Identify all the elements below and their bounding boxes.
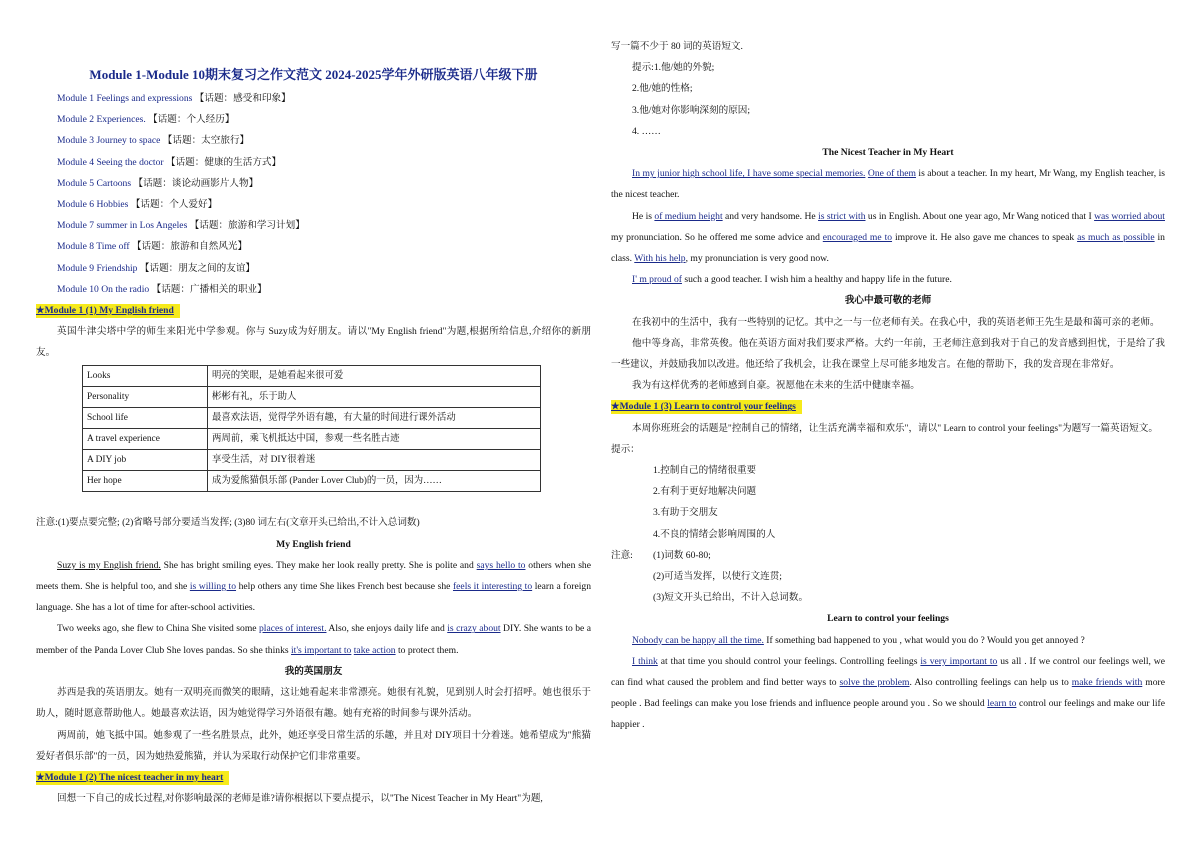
left-column <box>36 0 591 809</box>
translation-paragraph: 我为有这样优秀的老师感到自豪。祝愿他在未来的生活中健康幸福。 <box>632 380 920 392</box>
translation-title: 我心中最可敬的老师 <box>844 295 932 307</box>
toc-item: Module 9 Friendship 【话题：朋友之间的友谊】 <box>57 262 256 274</box>
list-item: (2)可适当发挥，以使行文连贯; <box>653 571 782 583</box>
list-item: 提示:1.他/她的外貌; <box>632 62 715 74</box>
translation-paragraph: 苏西是我的英语朋友。她有一双明亮而微笑的眼睛，这让她看起来非常漂亮。她很有礼貌，见到别人时会打招呼。她也很乐于助人，随时愿意帮助他人。她最喜欢法语，因为她觉得学习外语很有趣。她有充裕的时间参与课外活动。 <box>36 687 591 720</box>
translation-paragraph: 他中等身高，非常英俊。他在英语方面对我们要求严格。大约一年前，王老师注意到我对于自己的发音感到担忧，于是给了我一些建议，并鼓励我加以改进。他还给了我机会，让我在课堂上尽可能多地发言。在他的帮助下，我的发音现在非常好。 <box>611 337 1165 371</box>
list-item: 3.有助于交朋友 <box>653 507 718 519</box>
essay-title: My English friend <box>276 538 351 550</box>
table-row: Her hope 成为爱熊猫俱乐部 (Pander Lover Club)的一员，因为…… <box>83 471 541 492</box>
note-block <box>611 545 1165 609</box>
info-table <box>82 365 541 492</box>
toc-item: Module 6 Hobbies 【话题：个人爱好】 <box>57 198 218 210</box>
essay-paragraph: He is of medium height and very handsome. He is strict with us in English. About one year ago, Mr Wang noticed that I was worried about my pronunciation. So he offered me some advice and encouraged me to improve it. He also gave me chances to speak as much as possible in class. With his help, my pronunciation is very good now. <box>611 210 1165 265</box>
essay-title: Learn to control your feelings <box>827 613 949 625</box>
section-1-prompt: 英国牛津尖塔中学的师生来阳光中学参观。你与 Suzy成为好朋友。请以"My English friend"为题,根据所给信息,介绍你的新朋友。 <box>36 326 591 359</box>
toc-item: Module 10 On the radio 【话题：广播相关的职业】 <box>57 283 267 295</box>
toc-item: Module 3 Journey to space 【话题：太空旅行】 <box>57 135 250 147</box>
translation-paragraph: 在我初中的生活中，我有一些特别的记忆。其中之一与一位老师有关。在我心中，我的英语老师王先生是最和蔼可亲的老师。 <box>632 316 1160 328</box>
essay-paragraph: Suzy is my English friend. She has bright smiling eyes. They make her look really pretty. She is polite and says hello to others when she meets them. She is helpful too, and she is willing to help others any time She likes French best because she feels it interesting to learn a foreign language. She has a lot of time for after-school activities. <box>36 559 591 614</box>
toc-item: Module 8 Time off 【话题：旅游和自然风光】 <box>57 241 248 253</box>
essay-paragraph: Two weeks ago, she flew to China She visited some places of interest. Also, she enjoys daily life and is crazy about DIY. She wants to be a member of the Panda Lover Club She loves pandas. So she thinks it's important to take action to protect them. <box>36 623 592 656</box>
toc-item: Module 2 Experiences. 【话题：个人经历】 <box>57 114 235 126</box>
essay-paragraph: In my junior high school life, I have some special memories. One of them is about a teacher. In my heart, Mr Wang, my English teacher, is the nicest teacher. <box>611 168 1165 201</box>
toc-item: Module 4 Seeing the doctor 【话题：健康的生活方式】 <box>57 156 282 168</box>
table-row: Personality 彬彬有礼，乐于助人 <box>83 387 541 408</box>
translation-title: 我的英国朋友 <box>284 665 343 677</box>
section-heading-1: ★Module 1 (1) My English friend <box>36 304 180 318</box>
toc-item: Module 7 summer in Los Angeles 【话题：旅游和学习计划】 <box>57 220 305 232</box>
list-item: (3)短文开头已给出，不计入总词数。 <box>653 592 809 604</box>
essay-paragraph: Nobody can be happy all the time. If something bad happened to you , what would you do ? Would you get annoyed ? <box>632 634 1085 646</box>
essay-paragraph: I' m proud of such a good teacher. I wish him a healthy and happy life in the future. <box>632 274 952 286</box>
section-heading-3: ★Module 1 (3) Learn to control your feelings <box>611 400 802 414</box>
hint-list <box>611 57 1165 142</box>
page-title: Module 1-Module 10期末复习之作文范文 2024-2025学年外研版英语八年级下册 <box>89 67 538 82</box>
section-heading-2: ★Module 1 (2) The nicest teacher in my heart <box>36 771 229 785</box>
list-item: (1)词数 60-80; <box>653 549 711 561</box>
note-label: 注意: <box>611 549 633 561</box>
translation-paragraph: 两周前，她飞抵中国。她参观了一些名胜景点，此外，她还享受日常生活的乐趣，并且对 DIY项目十分着迷。她希望成为"熊猫爱好者俱乐部"的一员，因为她热爱熊猫，并认为采取行动保护它们非常重要。 <box>36 729 591 762</box>
list-item: 4. …… <box>632 125 661 137</box>
list-item: 2.他/她的性格; <box>632 83 693 95</box>
section-3-prompt: 本周你班班会的话题是"控制自己的情绪，让生活充满幸福和欢乐"，请以" Learn to control your feelings"为题写一篇英语短文。 <box>632 422 1158 434</box>
table-row: A travel experience 两周前，乘飞机抵达中国，参观一些名胜古迹 <box>83 429 541 450</box>
list-item: 4.不良的情绪会影响周围的人 <box>653 528 776 540</box>
toc-item: Module 5 Cartoons 【话题：谈论动画影片人物】 <box>57 177 259 189</box>
section-1-note: 注意:(1)要点要完整; (2)省略号部分要适当发挥; (3)80 词左右(文章开头已给出,不计入总词数) <box>36 517 420 529</box>
section-2-prompt: 回想一下自己的成长过程,对你影响最深的老师是谁?请你根据以下要点提示，以"The Nicest Teacher in My Heart"为题, <box>57 793 543 805</box>
toc-item: Module 1 Feelings and expressions 【话题：感受和印象】 <box>57 93 291 104</box>
right-column <box>611 0 1165 736</box>
list-item: 3.他/她对你影响深刻的原因; <box>632 104 751 116</box>
list-item: 1.控制自己的情绪很重要 <box>653 465 757 477</box>
essay-paragraph: I think at that time you should control your feelings. Controlling feelings is very important to us all . If we control our feelings well, we can find what caused the problem and find better ways to solve the problem. Also controlling feelings can help us to make friends with more people . Bad feelings can make you lose friends and influence people around you . So we should learn to control our feelings and make our life happier . <box>611 655 1165 731</box>
hint-list <box>611 460 1165 545</box>
section-2-prompt-continued: 写一篇不少于 80 词的英语短文. <box>611 41 743 52</box>
hint-label: 提示： <box>611 443 640 455</box>
table-row: Looks 明亮的笑眼，是她看起来很可爱 <box>83 366 541 387</box>
table-row: A DIY job 享受生活，对 DIY很着迷 <box>83 450 541 471</box>
essay-title: The Nicest Teacher in My Heart <box>822 147 954 159</box>
toc-list <box>36 88 591 300</box>
list-item: 2.有利于更好地解决问题 <box>653 486 757 498</box>
table-row: School life 最喜欢法语，觉得学外语有趣，有大量的时间进行课外活动 <box>83 408 541 429</box>
